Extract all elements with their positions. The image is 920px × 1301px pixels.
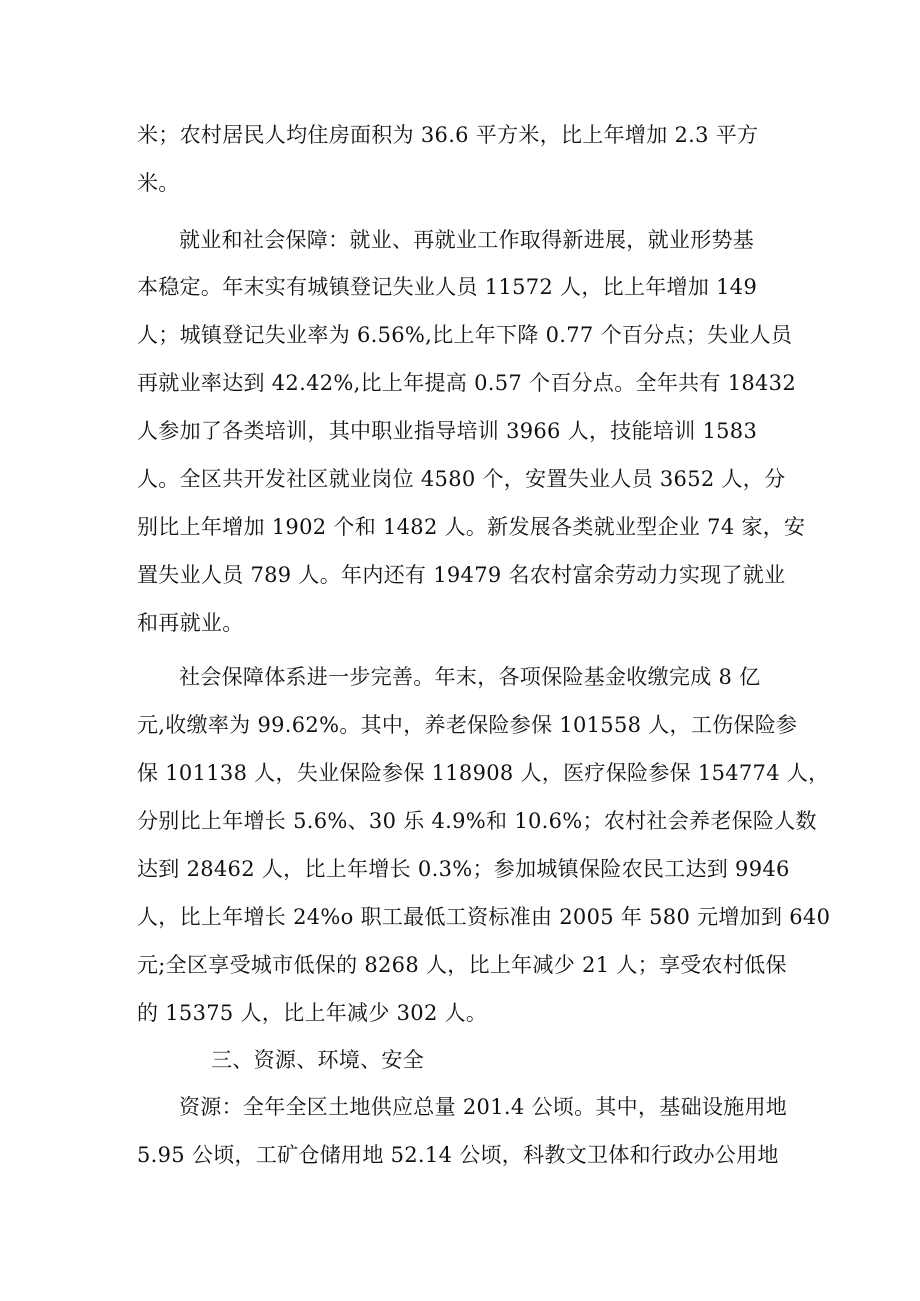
section-heading: 三、资源、环境、安全 xyxy=(211,1048,424,1072)
paragraph-line: 人参加了各类培训，其中职业指导培训 3966 人，技能培训 1583 xyxy=(137,419,758,443)
paragraph-line: 5.95 公顷，工矿仓储用地 52.14 公顷，科教文卫体和行政办公用地 xyxy=(137,1143,779,1167)
paragraph-line: 置失业人员 789 人。年内还有 19479 名农村富余劳动力实现了就业 xyxy=(137,563,786,587)
paragraph-line: 的 15375 人，比上年减少 302 人。 xyxy=(137,1001,488,1025)
paragraph-line: 别比上年增加 1902 个和 1482 人。新发展各类就业型企业 74 家，安 xyxy=(137,515,806,539)
paragraph-line: 米。 xyxy=(137,171,180,195)
paragraph-line: 资源：全年全区土地供应总量 201.4 公顷。其中，基础设施用地 xyxy=(179,1095,788,1119)
paragraph-line: 本稳定。年末实有城镇登记失业人员 11572 人，比上年增加 149 xyxy=(137,275,758,299)
paragraph-line: 元,收缴率为 99.62%。其中，养老保险参保 101558 人，工伤保险参 xyxy=(137,713,798,737)
paragraph-line: 就业和社会保障：就业、再就业工作取得新进展，就业形势基 xyxy=(179,228,755,252)
paragraph-line: 人，比上年增长 24%o 职工最低工资标准由 2005 年 580 元增加到 640 xyxy=(137,905,831,929)
paragraph-line: 米；农村居民人均住房面积为 36.6 平方米，比上年增加 2.3 平方 xyxy=(137,123,759,147)
paragraph-line: 达到 28462 人，比上年增长 0.3%；参加城镇保险农民工达到 9946 xyxy=(137,857,790,881)
paragraph-line: 分别比上年增长 5.6%、30 乐 4.9%和 10.6%；农村社会养老保险人数 xyxy=(137,809,817,833)
paragraph-line: 社会保障体系进一步完善。年末，各项保险基金收缴完成 8 亿 xyxy=(179,665,761,689)
paragraph-line: 和再就业。 xyxy=(137,611,244,635)
paragraph-line: 保 101138 人，失业保险参保 118908 人，医疗保险参保 154774 人， xyxy=(137,761,830,785)
paragraph-line: 人；城镇登记失业率为 6.56%,比上年下降 0.77 个百分点；失业人员 xyxy=(137,323,793,347)
paragraph-line: 再就业率达到 42.42%,比上年提高 0.57 个百分点。全年共有 18432 xyxy=(137,371,797,395)
paragraph-line: 人。全区共开发社区就业岗位 4580 个，安置失业人员 3652 人，分 xyxy=(137,467,786,491)
paragraph-line: 元;全区享受城市低保的 8268 人，比上年减少 21 人；享受农村低保 xyxy=(137,953,787,977)
